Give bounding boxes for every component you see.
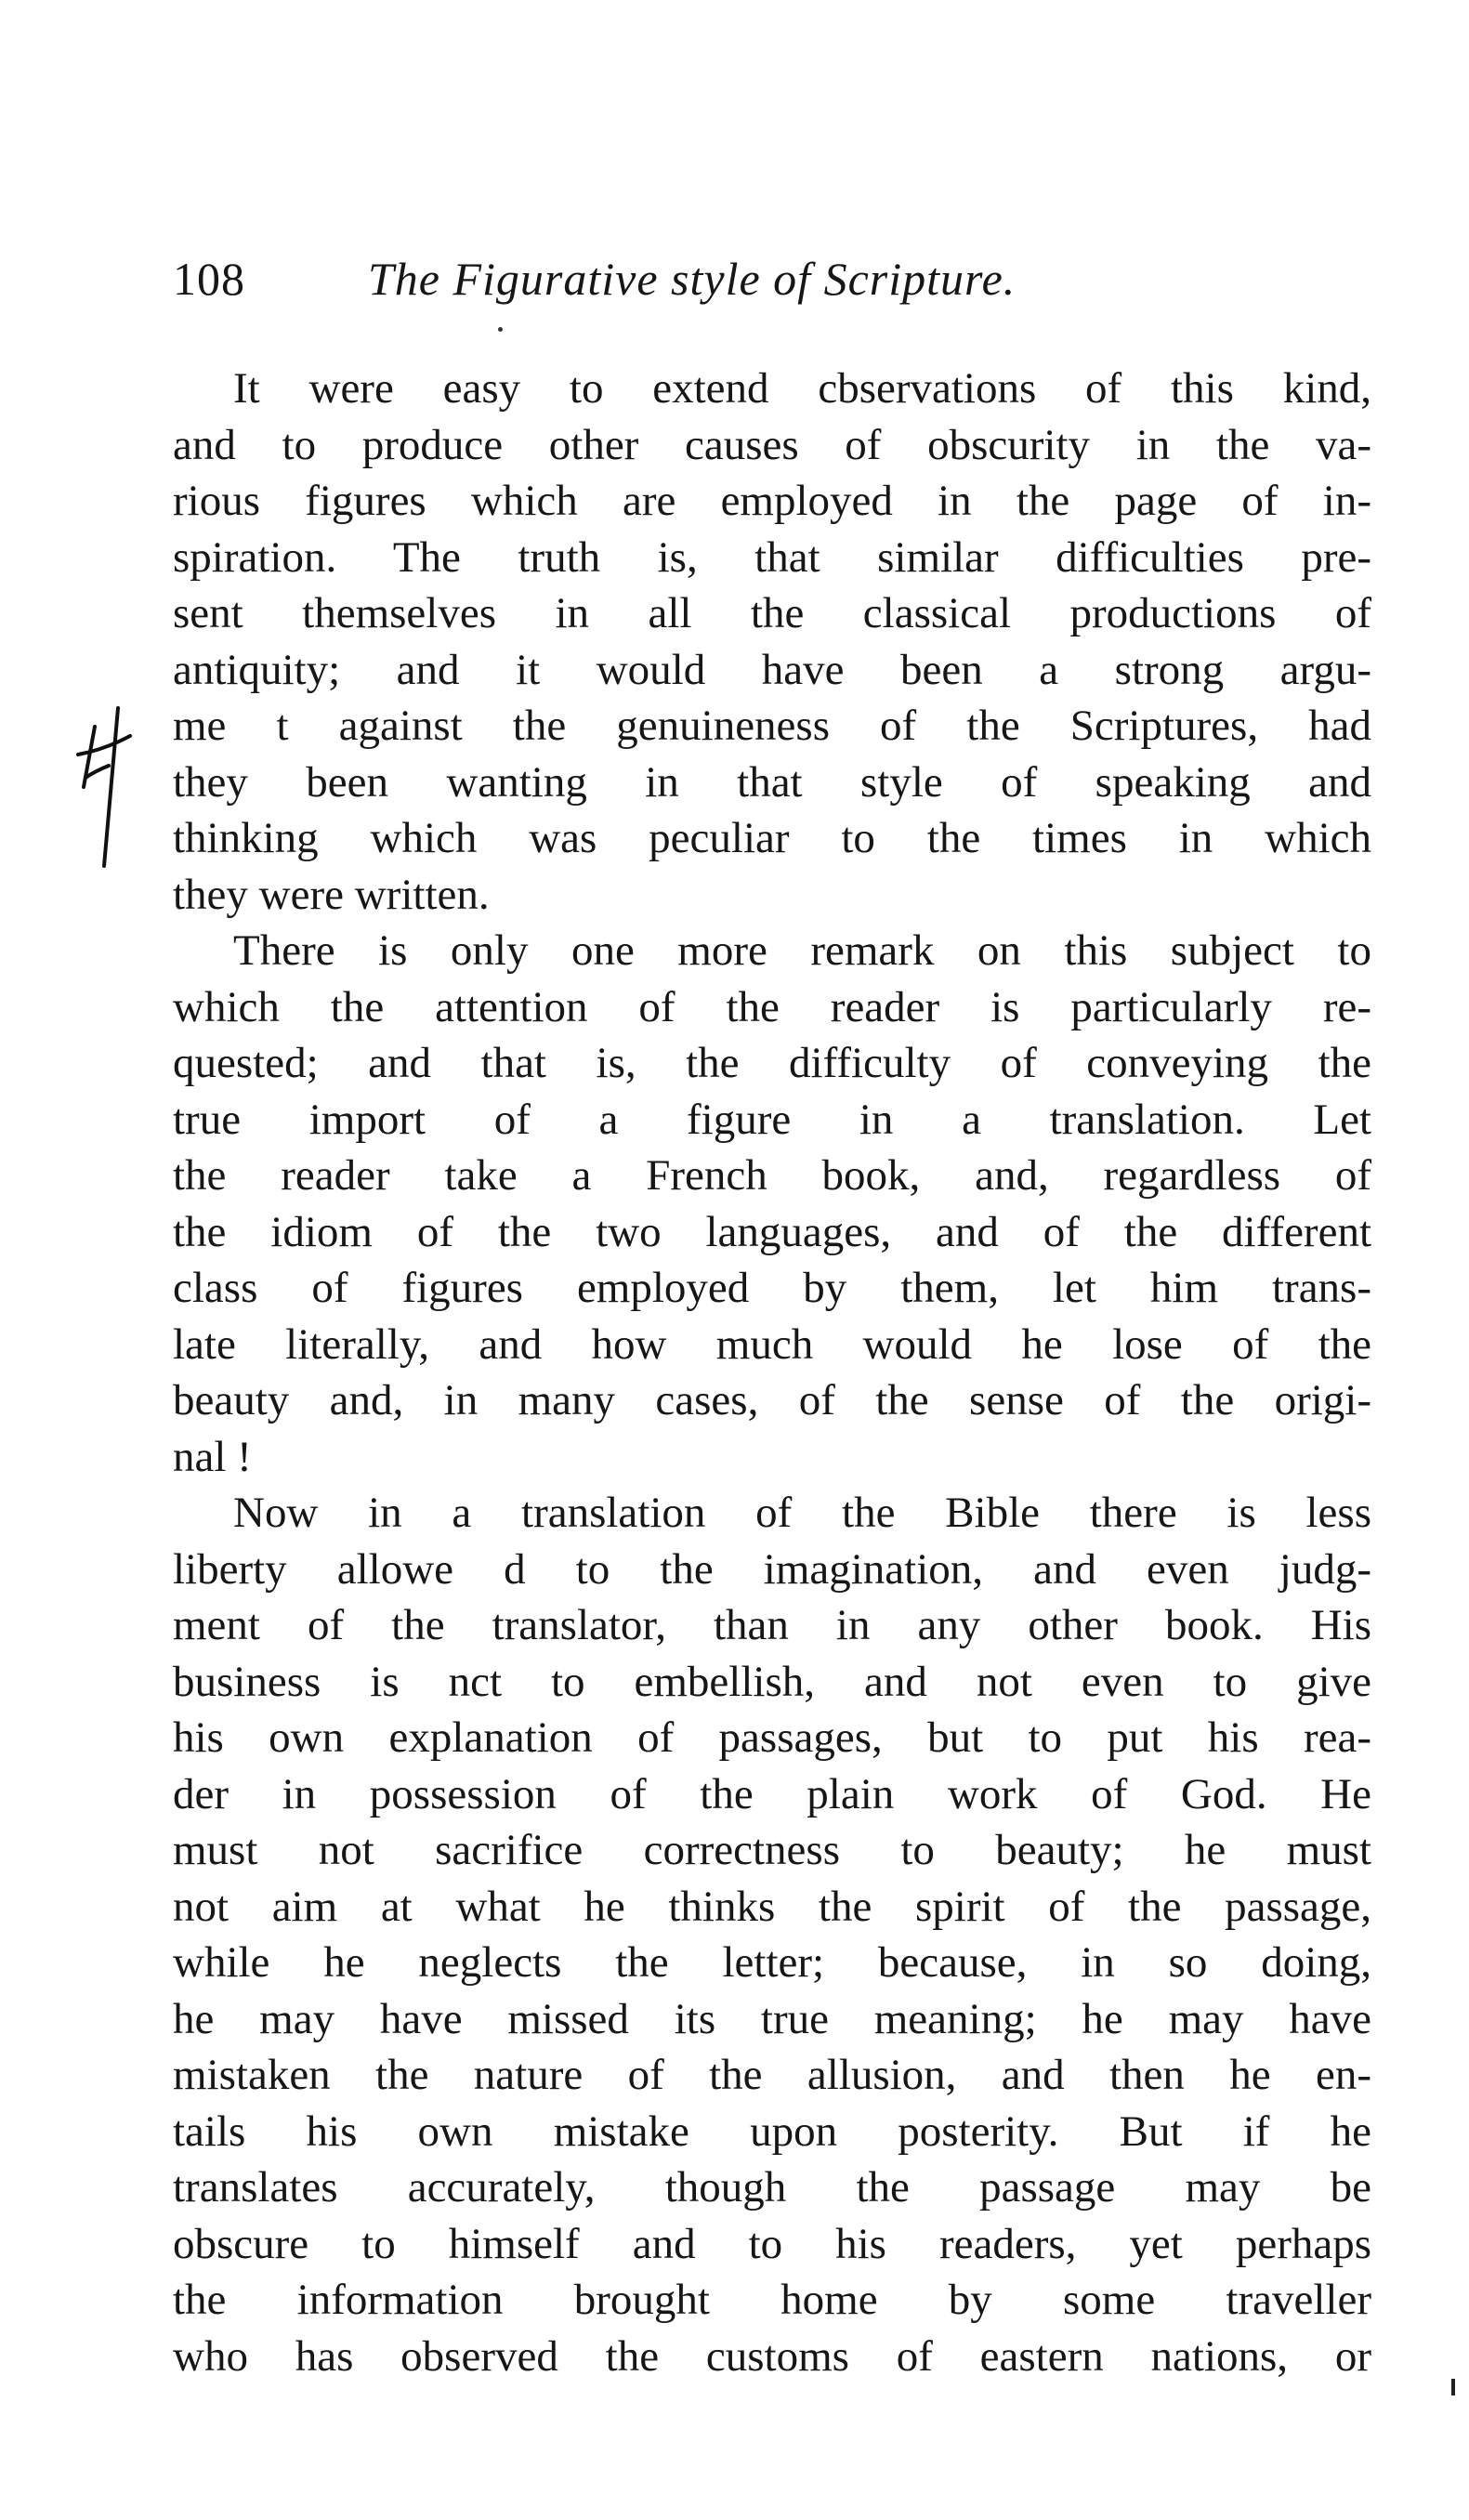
body-text: [173, 361, 1371, 2384]
text-line: mistaken the nature of the allusion, and then he en-: [173, 2051, 1371, 2099]
text-line: nal !: [173, 1432, 252, 1481]
paragraph-2: [173, 923, 1371, 1485]
paragraph-1: [173, 361, 1371, 923]
text-line: who has observed the customs of eastern nations, or: [173, 2331, 1371, 2381]
text-line: class of figures employed by them, let him trans-: [173, 1264, 1371, 1312]
book-page: [173, 251, 1371, 2381]
text-line: me t against the genuineness of the Scriptures, had: [173, 702, 1371, 750]
text-line: thinking which was peculiar to the times in which: [173, 814, 1371, 862]
edge-mark: [1451, 2379, 1455, 2395]
text-line: his own explanation of passages, but to put his rea-: [173, 1713, 1371, 1762]
text-line: Now in a translation of the Bible there is less: [233, 1489, 1371, 1537]
text-line: sent themselves in all the classical productions of: [173, 589, 1371, 637]
text-line: not aim at what he thinks the spirit of the passage,: [173, 1882, 1371, 1931]
text-line: the information brought home by some traveller: [173, 2276, 1371, 2324]
text-line: he may have missed its true meaning; he may have: [173, 1994, 1371, 2043]
text-line: they been wanting in that style of speaking and: [173, 757, 1371, 807]
text-line: quested; and that is, the difficulty of conveying the: [173, 1039, 1371, 1087]
text-line: must not sacrifice correctness to beauty; he must: [173, 1826, 1371, 1874]
text-line: der in possession of the plain work of God. He: [173, 1769, 1371, 1818]
text-line: There is only one more remark on this subject to: [233, 926, 1371, 975]
text-line: late literally, and how much would he lose of the: [173, 1319, 1371, 1369]
text-line: liberty allowe d to the imagination, and even judg-: [173, 1544, 1371, 1594]
text-line: while he neglects the letter; because, in so doing,: [173, 1938, 1371, 1987]
text-line: translates accurately, though the passage may be: [173, 2163, 1371, 2212]
handwritten-margin-mark: [76, 699, 151, 875]
text-line: antiquity; and it would have been a strong argu-: [173, 645, 1371, 694]
text-line: business is nct to embellish, and not even to give: [173, 1657, 1371, 1706]
page-number: 108: [173, 253, 245, 305]
running-title: The Figurative style of Scripture.: [368, 253, 1016, 305]
text-line: rious figures which are employed in the page of in-: [173, 477, 1371, 525]
text-line: beauty and, in many cases, of the sense of the origi-: [173, 1376, 1371, 1424]
text-line: and to produce other causes of obscurity in the va-: [173, 420, 1371, 469]
text-line: true import of a figure in a translation. Let: [173, 1095, 1371, 1144]
text-line: ment of the translator, than in any other book. His: [173, 1601, 1371, 1649]
text-line: tails his own mistake upon posterity. But if he: [173, 2107, 1371, 2156]
text-line: spiration. The truth is, that similar difficulties pre-: [173, 532, 1371, 582]
text-line: the reader take a French book, and, regardless of: [173, 1151, 1371, 1200]
ink-speck: [498, 327, 503, 332]
text-line: they were written.: [173, 870, 490, 919]
text-line: the idiom of the two languages, and of the different: [173, 1207, 1371, 1256]
text-line: obscure to himself and to his readers, yet perhaps: [173, 2219, 1371, 2268]
text-line: It were easy to extend cbservations of this kind,: [233, 364, 1371, 413]
text-line: which the attention of the reader is particularly re-: [173, 982, 1371, 1031]
paragraph-3: [173, 1485, 1371, 2384]
running-head: [173, 251, 1371, 307]
